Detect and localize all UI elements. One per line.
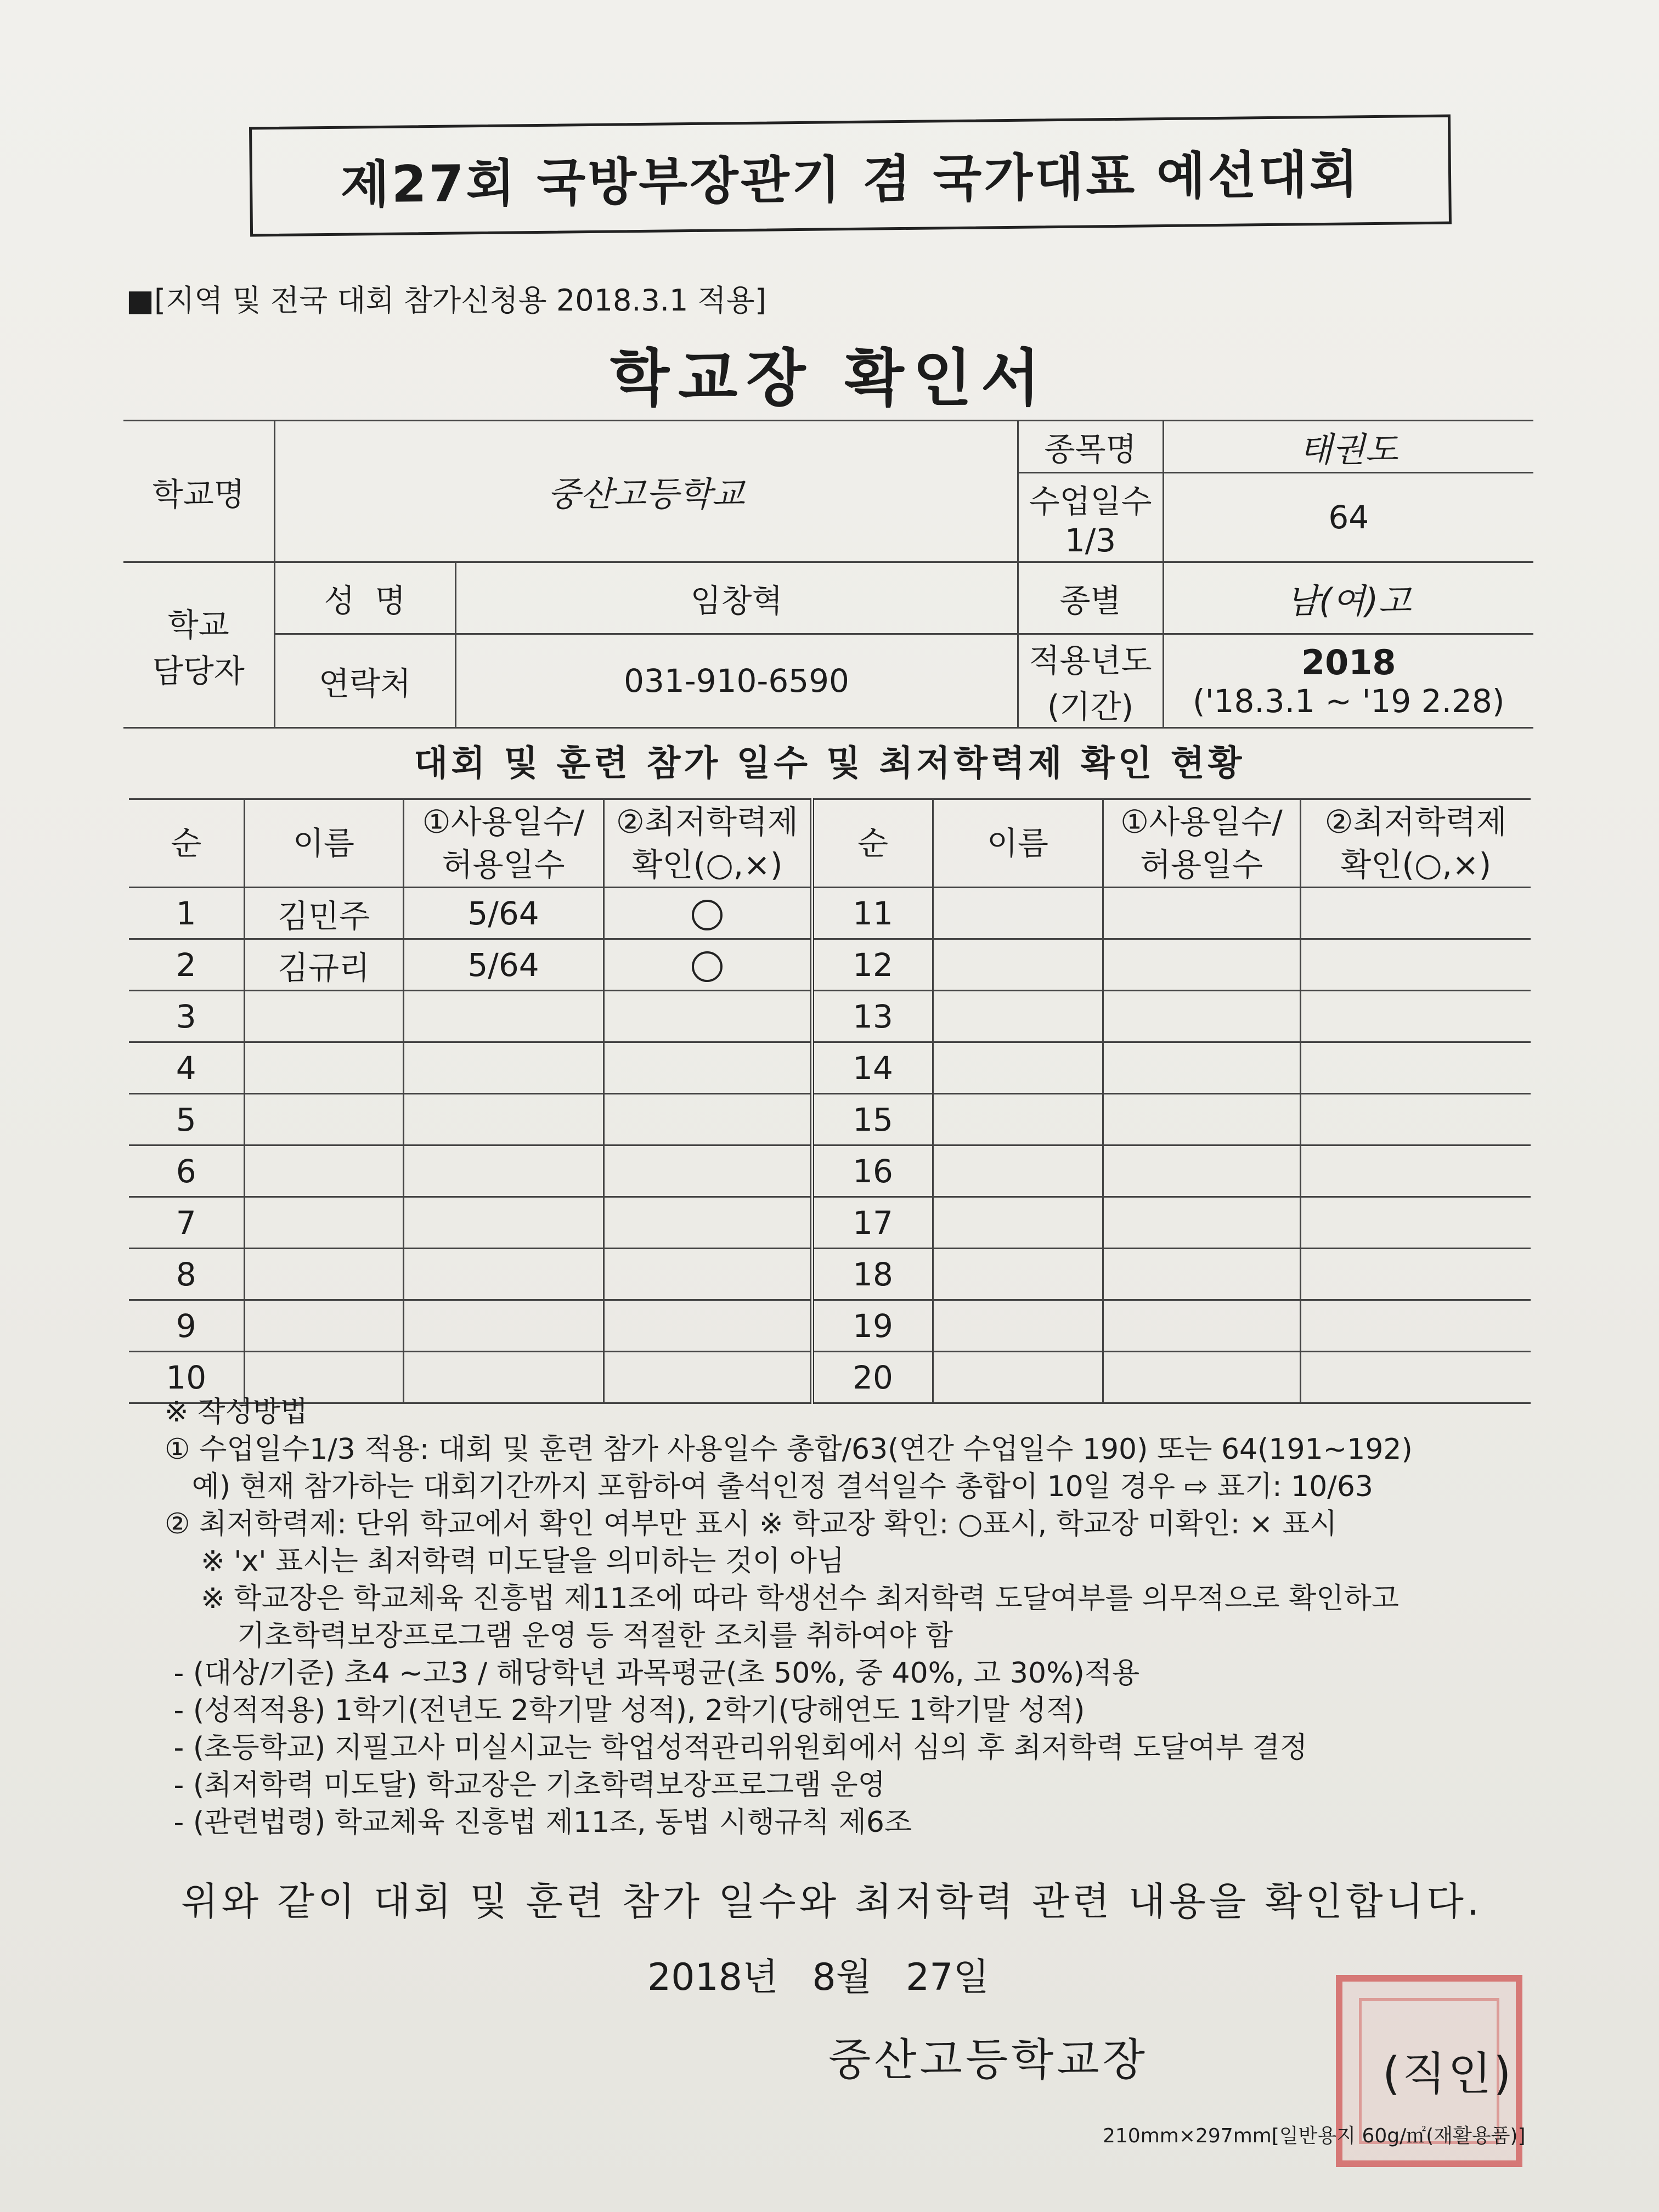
table-row: [129, 939, 1531, 991]
row-min-level-check: [603, 1146, 812, 1197]
row-days: [403, 991, 603, 1042]
row-days-right: [1103, 939, 1300, 991]
instruction-line: 기초학력보장프로그램 운영 등 적절한 조치를 취하여야 함: [165, 1620, 953, 1652]
table-row: [129, 1249, 1531, 1300]
row-name: [244, 1042, 403, 1094]
date-year: 2018년: [647, 1956, 778, 1999]
row-min-level-right: [1300, 991, 1531, 1042]
row-no-right: 16: [812, 1146, 933, 1197]
principal-name: 중산고등학교장: [828, 2034, 1148, 2085]
class-days-value: 64: [1163, 473, 1533, 562]
seal-label: (직인): [1383, 2048, 1514, 2100]
issue-date: [647, 1948, 989, 2001]
row-min-level-check: [603, 991, 812, 1042]
row-name-right: [933, 1146, 1103, 1197]
row-name: [244, 1249, 403, 1300]
row-no: 4: [129, 1042, 244, 1094]
table-row: [129, 1146, 1531, 1197]
instruction-line: 예) 현재 참가하는 대회기간까지 포함하여 출석인정 결석일수 총합이 10일 경우 ⇨ 표기: 10/63: [165, 1470, 1373, 1503]
row-name: [244, 1146, 403, 1197]
table-row: [129, 1300, 1531, 1352]
row-min-level-check: [603, 939, 812, 991]
instruction-line: ※ 'x' 표시는 최저학력 미도달을 의미하는 것이 아님: [165, 1545, 845, 1578]
row-no-right: 20: [812, 1352, 933, 1403]
table-header-row: [129, 799, 1531, 888]
class-days-label: [1018, 473, 1163, 562]
instruction-line: - (최저학력 미도달) 학교장은 기초학력보장프로그램 운영: [165, 1769, 885, 1802]
row-days-right: [1103, 991, 1300, 1042]
row-name: 김민주: [244, 888, 403, 939]
row-days: [403, 1249, 603, 1300]
row-no: 5: [129, 1094, 244, 1146]
paper-spec: 210mm×297mm[일반용지 60g/㎡(재활용품)]: [1103, 2125, 1526, 2147]
manager-label: [123, 562, 274, 728]
row-min-level-right: [1300, 1042, 1531, 1094]
table-row: [129, 991, 1531, 1042]
row-days: [403, 1197, 603, 1249]
event-value: 태권도: [1163, 421, 1533, 473]
type-value: 남(여)고: [1163, 562, 1533, 634]
instruction-line: ② 최저학력제: 단위 학교에서 확인 여부만 표시 ※ 학교장 확인: ○표시, 학교장 미확인: × 표시: [165, 1508, 1338, 1541]
apply-note: ■[지역 및 전국 대회 참가신청용 2018.3.1 적용]: [126, 283, 766, 318]
document-title: 학교장 확인서: [610, 343, 1049, 414]
header-min-line1: ②최저학력제: [616, 803, 799, 840]
school-name-value: 중산고등학교: [274, 421, 1018, 562]
row-name: [244, 991, 403, 1042]
contact-value: 031-910-6590: [455, 634, 1018, 728]
date-month: 8월: [812, 1956, 872, 1999]
name-value: 임창혁: [455, 562, 1018, 634]
row-days-right: [1103, 1042, 1300, 1094]
year-label: [1018, 634, 1163, 728]
row-name-right: [933, 888, 1103, 939]
row-days-right: [1103, 1300, 1300, 1352]
instruction-line: - (초등학교) 지필고사 미실시교는 학업성적관리위원회에서 심의 후 최저학력 도달여부 결정: [165, 1731, 1308, 1764]
row-name-right: [933, 1197, 1103, 1249]
row-no: 7: [129, 1197, 244, 1249]
year-value: 2018: [1301, 642, 1396, 682]
header-min-right-line2: 확인(○,×): [1340, 846, 1492, 883]
row-days-right: [1103, 1249, 1300, 1300]
row-no-right: 15: [812, 1094, 933, 1146]
row-min-level-check: [603, 1197, 812, 1249]
competition-title: 제27회 국방부장관기 겸 국가대표 예선대회: [249, 115, 1452, 237]
row-min-level-right: [1300, 939, 1531, 991]
header-name: 이름: [244, 799, 403, 888]
row-min-level-right: [1300, 888, 1531, 939]
table-row: [129, 1197, 1531, 1249]
row-min-level-right: [1300, 1197, 1531, 1249]
row-name-right: [933, 1042, 1103, 1094]
row-name-right: [933, 1249, 1103, 1300]
writing-instructions: [165, 1393, 1413, 1841]
row-no-right: 18: [812, 1249, 933, 1300]
instruction-line: ※ 학교장은 학교체육 진흥법 제11조에 따라 학생선수 최저학력 도달여부를 의무적으로 확인하고: [165, 1582, 1399, 1615]
row-days-right: [1103, 1197, 1300, 1249]
school-info-table: [123, 420, 1533, 729]
confirmed-circle-icon: [692, 951, 723, 982]
confirmed-circle-icon: [692, 900, 723, 930]
header-min-level-right: [1300, 799, 1531, 888]
row-name: [244, 1094, 403, 1146]
row-no-right: 19: [812, 1300, 933, 1352]
type-label: 종별: [1018, 562, 1163, 634]
class-days-label-line1: 수업일수: [1029, 483, 1152, 520]
header-days-right: [1103, 799, 1300, 888]
row-name-right: [933, 991, 1103, 1042]
row-no: 10: [129, 1352, 244, 1403]
row-days: [403, 1300, 603, 1352]
row-min-level-check: [603, 888, 812, 939]
header-days-line1: ①사용일수/: [422, 803, 585, 840]
manager-label-line1: 학교: [167, 606, 229, 644]
row-min-level-check: [603, 1249, 812, 1300]
header-min-line2: 확인(○,×): [631, 846, 783, 883]
year-label-line2: (기간): [1047, 688, 1134, 725]
header-days-line2: 허용일수: [442, 846, 565, 883]
manager-label-line2: 담당자: [152, 652, 245, 690]
row-name: [244, 1300, 403, 1352]
confirmation-statement: 위와 같이 대회 및 훈련 참가 일수와 최저학력 관련 내용을 확인합니다.: [181, 1879, 1483, 1924]
header-min-right-line1: ②최저학력제: [1324, 803, 1507, 840]
row-name: [244, 1197, 403, 1249]
row-min-level-right: [1300, 1094, 1531, 1146]
row-no-right: 14: [812, 1042, 933, 1094]
row-no: 6: [129, 1146, 244, 1197]
table-row: [129, 888, 1531, 939]
row-min-level-check: [603, 1094, 812, 1146]
row-name-right: [933, 1094, 1103, 1146]
header-days-right-line2: 허용일수: [1139, 846, 1263, 883]
row-days-right: [1103, 1146, 1300, 1197]
school-name-label: 학교명: [123, 421, 274, 562]
table-row: [129, 1042, 1531, 1094]
event-label: 종목명: [1018, 421, 1163, 473]
year-value-cell: [1163, 634, 1533, 728]
participation-table: [129, 798, 1531, 1404]
row-days-right: [1103, 1094, 1300, 1146]
row-days: 5/64: [403, 939, 603, 991]
row-min-level-right: [1300, 1300, 1531, 1352]
instruction-line: - (성적적용) 1학기(전년도 2학기말 성적), 2학기(당해연도 1학기말 성적): [165, 1694, 1085, 1727]
row-no: 2: [129, 939, 244, 991]
section-title: 대회 및 훈련 참가 일수 및 최저학력제 확인 현황: [414, 743, 1245, 784]
header-days-right-line1: ①사용일수/: [1120, 803, 1283, 840]
row-no: 9: [129, 1300, 244, 1352]
row-days: [403, 1146, 603, 1197]
row-name-right: [933, 1300, 1103, 1352]
year-range: ('18.3.1 ~ '19 2.28): [1193, 682, 1505, 720]
row-days: [403, 1042, 603, 1094]
row-no: 8: [129, 1249, 244, 1300]
row-no-right: 13: [812, 991, 933, 1042]
instruction-line: ① 수업일수1/3 적용: 대회 및 훈련 참가 사용일수 총합/63(연간 수업일수 190) 또는 64(191~192): [165, 1433, 1413, 1466]
row-no-right: 11: [812, 888, 933, 939]
row-no: 1: [129, 888, 244, 939]
row-days: 5/64: [403, 888, 603, 939]
row-name-right: [933, 939, 1103, 991]
class-days-label-line2: 1/3: [1064, 522, 1116, 559]
row-no-right: 17: [812, 1197, 933, 1249]
instruction-line: - (관련법령) 학교체육 진흥법 제11조, 동법 시행규칙 제6조: [165, 1806, 912, 1839]
header-no-right: 순: [812, 799, 933, 888]
row-no-right: 12: [812, 939, 933, 991]
row-days-right: [1103, 888, 1300, 939]
header-no: 순: [129, 799, 244, 888]
row-days: [403, 1094, 603, 1146]
row-min-level-check: [603, 1300, 812, 1352]
header-min-level: [603, 799, 812, 888]
row-name: 김규리: [244, 939, 403, 991]
contact-label: 연락처: [274, 634, 455, 728]
row-min-level-check: [603, 1042, 812, 1094]
name-label: 성 명: [274, 562, 455, 634]
year-label-line1: 적용년도: [1029, 642, 1152, 679]
row-min-level-right: [1300, 1249, 1531, 1300]
instruction-line: ※ 작성방법: [165, 1396, 308, 1429]
header-name-right: 이름: [933, 799, 1103, 888]
date-day: 27일: [905, 1956, 990, 1999]
instruction-line: - (대상/기준) 초4 ~고3 / 해당학년 과목평균(초 50%, 중 40%, 고 30%)적용: [165, 1657, 1140, 1690]
header-days: [403, 799, 603, 888]
table-row: [129, 1094, 1531, 1146]
row-min-level-right: [1300, 1146, 1531, 1197]
row-no: 3: [129, 991, 244, 1042]
